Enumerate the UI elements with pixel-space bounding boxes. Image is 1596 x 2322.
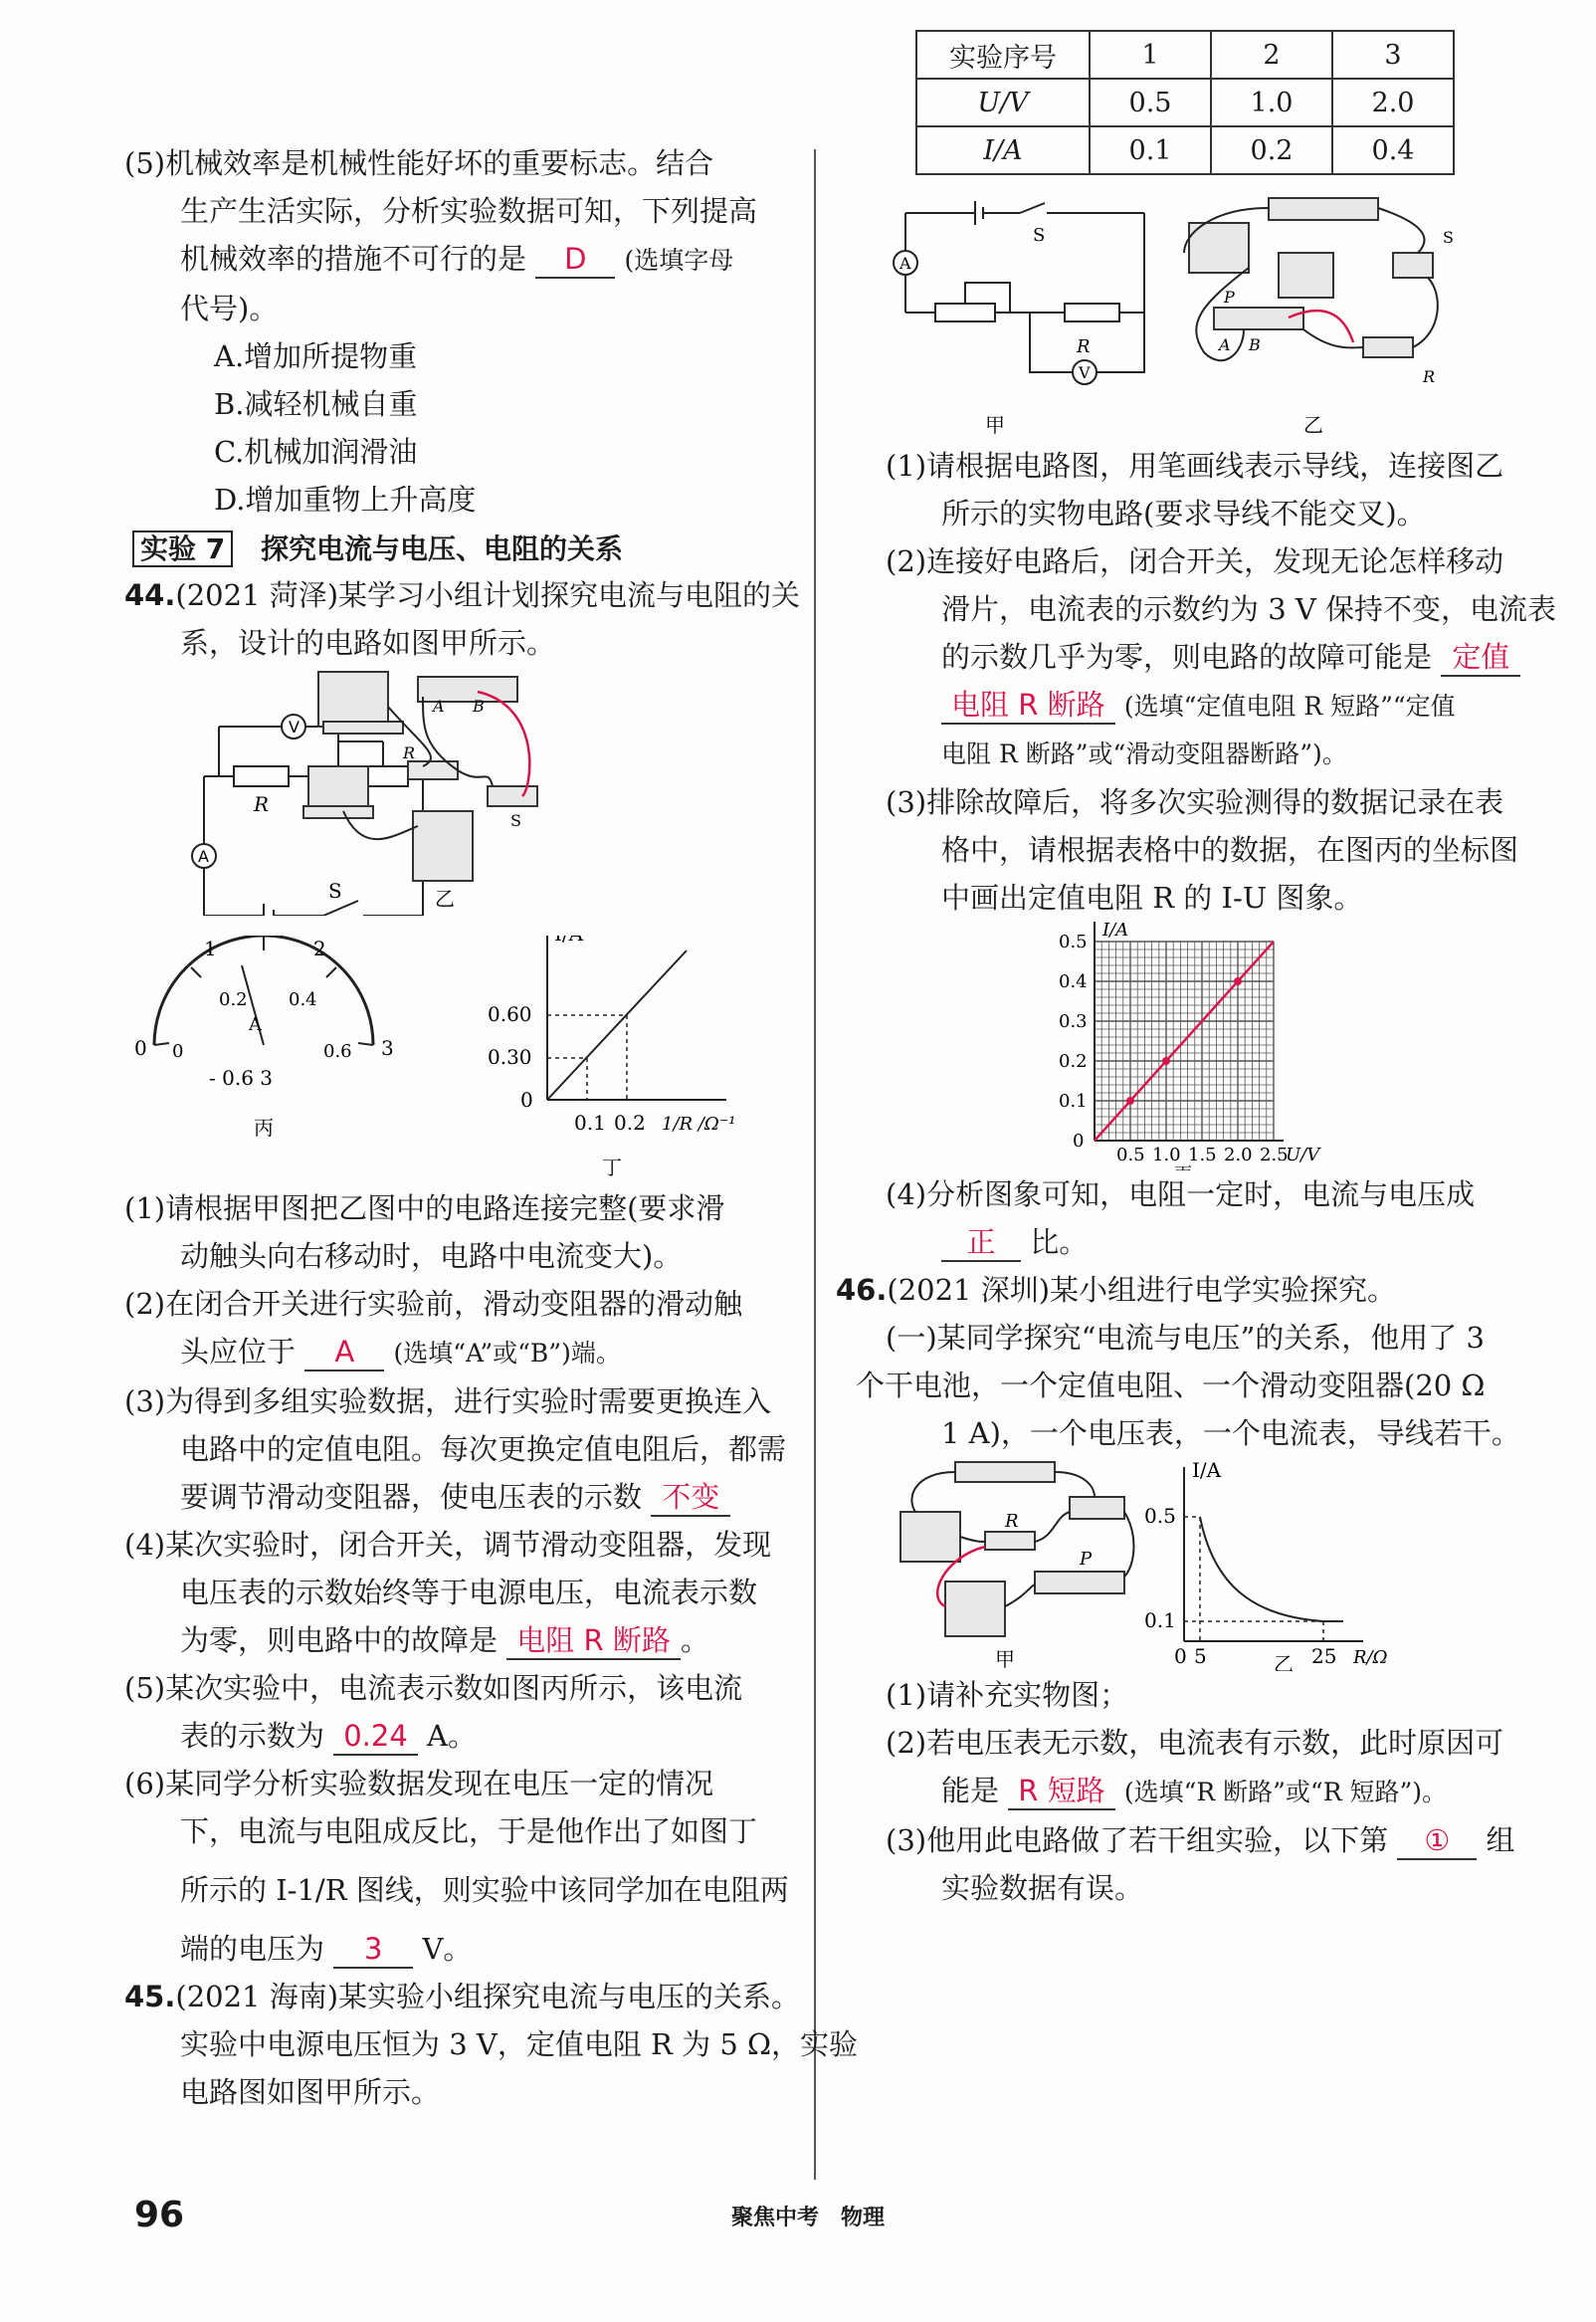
data-table xyxy=(915,30,1455,175)
meter-tick-1: 1 xyxy=(204,937,217,960)
apparatus-s-label: S xyxy=(510,811,521,830)
q45-4-answer: 正 xyxy=(941,1224,1021,1262)
q44-p3-text: 要调节滑动变阻器，使电压表的示数 xyxy=(180,1480,643,1514)
table-cell: 1.0 xyxy=(1211,79,1332,126)
origin-label: 0 xyxy=(1073,1131,1085,1152)
x-tick-label: 2.0 xyxy=(1224,1145,1253,1165)
fig-ding-label: 丁 xyxy=(602,1156,622,1179)
q44-p2-line2 xyxy=(124,1328,801,1377)
q46-fig-jia: 甲 xyxy=(995,1647,1015,1671)
y-tick-label: 0.3 xyxy=(1059,1011,1088,1032)
q46-fig-yi: 乙 xyxy=(1274,1652,1294,1671)
q44-p3-answer: 不变 xyxy=(651,1479,730,1517)
q43-5-end: 代号)。 xyxy=(180,292,279,325)
graph-x02: 0.2 xyxy=(614,1111,646,1135)
q44-number: 44. xyxy=(124,578,176,612)
table-cell: 2 xyxy=(1211,31,1332,79)
column-divider xyxy=(814,149,816,2180)
option-c: C.机械加润滑油 xyxy=(214,435,418,469)
rheostat-b-label: B xyxy=(473,697,485,716)
q44-p6-text: 端的电压为 xyxy=(180,1932,325,1966)
q45-2-answer-b: 电阻 R 断路 xyxy=(941,687,1115,725)
section-tag: 实验 7 xyxy=(132,530,233,567)
q45-line2: 实验中电源电压恒为 3 V，定值电阻 R 为 5 Ω，实验 xyxy=(180,2027,859,2061)
page-footer xyxy=(134,2195,886,2235)
meter-terminals: - 0.6 3 xyxy=(209,1066,274,1090)
q46-p3-answer: ① xyxy=(1397,1822,1477,1860)
rheostat-a-label: A xyxy=(433,697,445,716)
q45-2-line1: (2)连接好电路后，闭合开关，发现无论怎样移动 xyxy=(886,544,1504,578)
q44-p6-unit: V。 xyxy=(422,1932,473,1966)
left-column xyxy=(124,139,859,2116)
y-axis-label: I/A xyxy=(1102,922,1129,941)
q44-p4-text: 为零，则电路中的故障是 xyxy=(180,1623,499,1657)
q45-line1 xyxy=(124,1973,801,2020)
r-apparatus-r-label: R xyxy=(1423,367,1436,386)
option-d: D.增加重物上升高度 xyxy=(214,483,477,517)
graph-y0: 0 xyxy=(520,1088,533,1112)
q44-p5-answer: 0.24 xyxy=(333,1718,418,1756)
q43-5-answer: D xyxy=(535,241,615,279)
q44-p1-line2: 动触头向右移动时，电路中电流变大)。 xyxy=(180,1239,683,1273)
q45-1-line2: 所示的实物电路(要求导线不能交叉)。 xyxy=(941,497,1426,530)
meter-small-04: 0.4 xyxy=(289,989,317,1010)
q43-5-line2: 生产生活实际，分析实验数据可知，下列提高 xyxy=(180,194,758,228)
q46-r-label: R xyxy=(1005,1511,1019,1532)
graph-ylabel xyxy=(554,936,584,946)
q44-intro-line1 xyxy=(124,571,801,619)
x-axis-label: U/V xyxy=(1286,1145,1320,1165)
q44-p5-unit: A。 xyxy=(427,1719,477,1753)
q43-5-hint: (选填字母 xyxy=(624,246,734,275)
iu-data-point xyxy=(1162,1057,1170,1065)
q44-p6-line2: 下，电流与电阻成反比，于是他作出了如图丁 xyxy=(180,1814,758,1848)
iu-chart xyxy=(886,922,1502,1170)
table-row xyxy=(916,126,1454,174)
q46-p2-line1: (2)若电压表无示数，电流表有示数，此时原因可 xyxy=(886,1726,1504,1760)
q45-line3: 电路图如图甲所示。 xyxy=(180,2075,441,2109)
q44-p1-line1: (1)请根据甲图把乙图中的电路连接完整(要求滑 xyxy=(124,1191,725,1225)
table-cell: 0.1 xyxy=(1090,126,1211,174)
q46-p2-hint: (选填“R 断路”或“R 短路”)。 xyxy=(1123,1778,1447,1806)
voltmeter-label: V xyxy=(289,718,299,737)
q44-p6-line1: (6)某同学分析实验数据发现在电压一定的情况 xyxy=(124,1767,714,1800)
x-tick-label: 1.5 xyxy=(1188,1145,1217,1165)
fig-bing-label: 丙 xyxy=(254,1116,274,1140)
r-p-label: P xyxy=(1224,288,1235,307)
meter-small-02: 0.2 xyxy=(219,989,248,1010)
q46-circuit-and-graph xyxy=(886,1457,1502,1671)
q44-intro-line2: 系，设计的电路如图甲所示。 xyxy=(180,626,556,660)
r-b-label: B xyxy=(1249,335,1261,354)
q44-figure-top xyxy=(124,667,801,916)
r-switch-label: S xyxy=(1033,225,1046,246)
graph-y030: 0.30 xyxy=(488,1045,532,1069)
x-tick-label: 2.5 xyxy=(1260,1145,1289,1165)
meter-unit: A xyxy=(249,1014,262,1035)
q44-p3-line2: 电路中的定值电阻。每次更换定值电阻后，都需 xyxy=(180,1432,787,1466)
q43-5-line1: (5)机械效率是机械性能好坏的重要标志。结合 xyxy=(124,146,714,180)
q44-p3-line1: (3)为得到多组实验数据，进行实验时需要更换连入 xyxy=(124,1384,772,1418)
q46-p3-line2: 实验数据有误。 xyxy=(941,1871,1144,1905)
table-cell: I/A xyxy=(916,126,1090,174)
meter-tick-3: 3 xyxy=(381,1036,394,1060)
right-column xyxy=(836,20,1557,1912)
q46-p-label: P xyxy=(1080,1549,1093,1570)
q43-5-text: 机械效率的措施不可行的是 xyxy=(180,242,527,276)
x-tick-label: 0.5 xyxy=(1116,1145,1145,1165)
q46-part1-line2: 个干电池，一个定值电阻、一个滑动变阻器(20 Ω xyxy=(856,1369,1486,1402)
q44-p6-line3: 所示的 I-1/R 图线，则实验中该同学加在电阻两 xyxy=(180,1873,789,1907)
table-cell: 0.4 xyxy=(1332,126,1454,174)
apparatus-r-label: R xyxy=(403,743,416,762)
q46-part1-line1: (一)某同学探究“电流与电压”的关系，他用了 3 xyxy=(886,1321,1485,1355)
table-cell: 3 xyxy=(1332,31,1454,79)
q45-2-line2: 滑片，电流表的示数约为 3 V 保持不变，电流表 xyxy=(941,592,1557,626)
y-tick-label: 0.5 xyxy=(1059,932,1088,952)
q45-2-line5: 电阻 R 断路”或“滑动变阻器断路”)。 xyxy=(941,739,1347,768)
meter-small-06: 0.6 xyxy=(323,1041,352,1062)
q46-intro xyxy=(836,1266,1502,1314)
q45-3-line1: (3)排除故障后，将多次实验测得的数据记录在表 xyxy=(886,785,1504,819)
q46-part1-line3: 1 A)，一个电压表，一个电流表，导线若干。 xyxy=(941,1416,1520,1450)
q46-graph-xlabel: R/Ω xyxy=(1353,1647,1388,1668)
ammeter-label: A xyxy=(198,847,209,866)
q46-p3-suffix: 组 xyxy=(1486,1823,1515,1857)
q44-p5-text: 表的示数为 xyxy=(180,1719,325,1753)
q44-p6-answer: 3 xyxy=(333,1931,413,1969)
q46-graph-x5: 5 xyxy=(1194,1644,1207,1668)
q44-p4-line1: (4)某次实验时，闭合开关，调节滑动变阻器，发现 xyxy=(124,1528,772,1562)
q45-2-answer-a: 定值 xyxy=(1441,639,1520,677)
q46-graph-x0: 0 xyxy=(1174,1644,1187,1668)
q43-5-line3 xyxy=(124,235,801,285)
section-title: 探究电流与电压、电阻的关系 xyxy=(260,532,623,565)
q46-p1: (1)请补充实物图； xyxy=(886,1678,1129,1712)
q44-intro-text: (2021 菏泽)某学习小组计划探究电流与电阻的关 xyxy=(175,578,801,612)
q46-p2-text: 能是 xyxy=(941,1774,1000,1807)
q46-figures xyxy=(886,1457,1502,1671)
q46-intro-text: (2021 深圳)某小组进行电学实验探究。 xyxy=(887,1273,1397,1307)
q46-p3-text: (3)他用此电路做了若干组实验，以下第 xyxy=(886,1823,1389,1857)
q44-p2-line1: (2)在闭合开关进行实验前，滑动变阻器的滑动触 xyxy=(124,1287,743,1321)
q44-circuit-figures xyxy=(124,667,801,916)
r-fig-yi-label: 乙 xyxy=(1303,413,1323,437)
fig-yi-label: 乙 xyxy=(435,887,455,911)
q46-number: 46. xyxy=(836,1273,888,1307)
q46-graph-ylabel: I/A xyxy=(1192,1458,1222,1482)
iu-chart-svg xyxy=(886,922,1502,1170)
q44-meter-and-graph xyxy=(124,936,801,1184)
iu-data-point xyxy=(1234,977,1242,985)
table-cell: 0.2 xyxy=(1211,126,1332,174)
footer-brand: 聚焦中考 物理 xyxy=(731,2206,886,2230)
q44-p4-answer: 电阻 R 断路 xyxy=(506,1622,681,1660)
table-row xyxy=(916,79,1454,126)
q45-4-line1: (4)分析图象可知，电阻一定时，电流与电压成 xyxy=(886,1177,1476,1211)
meter-tick-2: 2 xyxy=(313,937,326,960)
r-fig-jia-label: 甲 xyxy=(985,413,1005,437)
q44-p5-line1: (5)某次实验中，电流表示数如图丙所示，该电流 xyxy=(124,1671,743,1705)
table-cell: 实验序号 xyxy=(916,31,1090,79)
switch-label: S xyxy=(328,879,342,903)
graph-x01: 0.1 xyxy=(574,1111,606,1135)
iu-data-point xyxy=(1126,1097,1134,1105)
q46-p2-line2 xyxy=(886,1767,1502,1816)
q44-p3-line3 xyxy=(124,1473,801,1521)
y-tick-label: 0.1 xyxy=(1059,1091,1088,1112)
q45-4-text: 比。 xyxy=(1030,1225,1089,1259)
r-apparatus-s-label: S xyxy=(1443,228,1454,247)
q45-circuit-figures xyxy=(886,193,1502,442)
q45-number: 45. xyxy=(124,1980,176,2013)
table-cell: 1 xyxy=(1090,31,1211,79)
x-tick-label: 1.0 xyxy=(1152,1145,1181,1165)
table-cell: 2.0 xyxy=(1332,79,1454,126)
graph-y060: 0.60 xyxy=(488,1002,532,1026)
table-cell: 0.5 xyxy=(1090,79,1211,126)
meter-tick-0: 0 xyxy=(134,1036,147,1060)
y-tick-label: 0.4 xyxy=(1059,971,1088,992)
resistor-label: R xyxy=(254,792,270,816)
q44-p6-line4 xyxy=(124,1925,801,1973)
q45-2-text: 的示数几乎为零，则电路的故障可能是 xyxy=(941,640,1433,674)
q45-2-line4 xyxy=(886,681,1502,731)
q45-text: (2021 海南)某实验小组探究电流与电压的关系。 xyxy=(175,1980,801,2013)
option-b: B.减轻机械自重 xyxy=(214,387,418,421)
table-row xyxy=(916,31,1454,79)
q46-graph-y05: 0.5 xyxy=(1144,1504,1176,1528)
q45-4-line2 xyxy=(886,1218,1502,1266)
q46-graph-y01: 0.1 xyxy=(1144,1608,1176,1632)
r-voltmeter-label: V xyxy=(1079,363,1091,382)
option-a: A.增加所提物重 xyxy=(214,339,418,373)
r-ammeter-label: A xyxy=(899,254,911,273)
q45-2-line3 xyxy=(886,633,1510,681)
q44-p5-line2 xyxy=(124,1712,801,1760)
q44-p4-line3: 为零，则电路中的故障是 电阻 R 断路 。 xyxy=(124,1616,801,1664)
q45-1-line1: (1)请根据电路图，用笔画线表示导线，连接图乙 xyxy=(886,449,1504,483)
q45-figures xyxy=(886,193,1502,442)
q44-p2-hint: (选填“A”或“B”)端。 xyxy=(393,1339,621,1368)
q45-2-hint: (选填“定值电阻 R 短路”“定值 xyxy=(1123,692,1456,721)
r-resistor-label: R xyxy=(1077,336,1091,357)
q46-p2-answer: R 短路 xyxy=(1008,1773,1114,1810)
page-number: 96 xyxy=(134,2195,185,2235)
chart-caption xyxy=(1174,1164,1192,1170)
section-heading xyxy=(132,528,801,567)
y-tick-label: 0.2 xyxy=(1059,1051,1088,1072)
iu-series-line xyxy=(1095,942,1274,1141)
graph-xlabel: 1/R /Ω⁻¹ xyxy=(662,1114,736,1135)
r-a-label: A xyxy=(1219,335,1231,354)
q46-p3-line1 xyxy=(886,1816,1515,1864)
q45-3-line2: 格中，请根据表格中的数据，在图丙的坐标图 xyxy=(941,833,1519,867)
q44-p2-text: 头应位于 xyxy=(180,1335,297,1369)
q44-p2-answer: A xyxy=(304,1334,384,1372)
q44-p4-line2: 电压表的示数始终等于电源电压，电流表示数 xyxy=(180,1576,758,1609)
meter-small-0: 0 xyxy=(172,1041,184,1062)
table-cell: U/V xyxy=(916,79,1090,126)
q46-graph-x25: 25 xyxy=(1311,1644,1337,1668)
q44-figure-bottom xyxy=(124,936,801,1184)
q45-3-line3: 中画出定值电阻 R 的 I-U 图象。 xyxy=(941,881,1363,915)
